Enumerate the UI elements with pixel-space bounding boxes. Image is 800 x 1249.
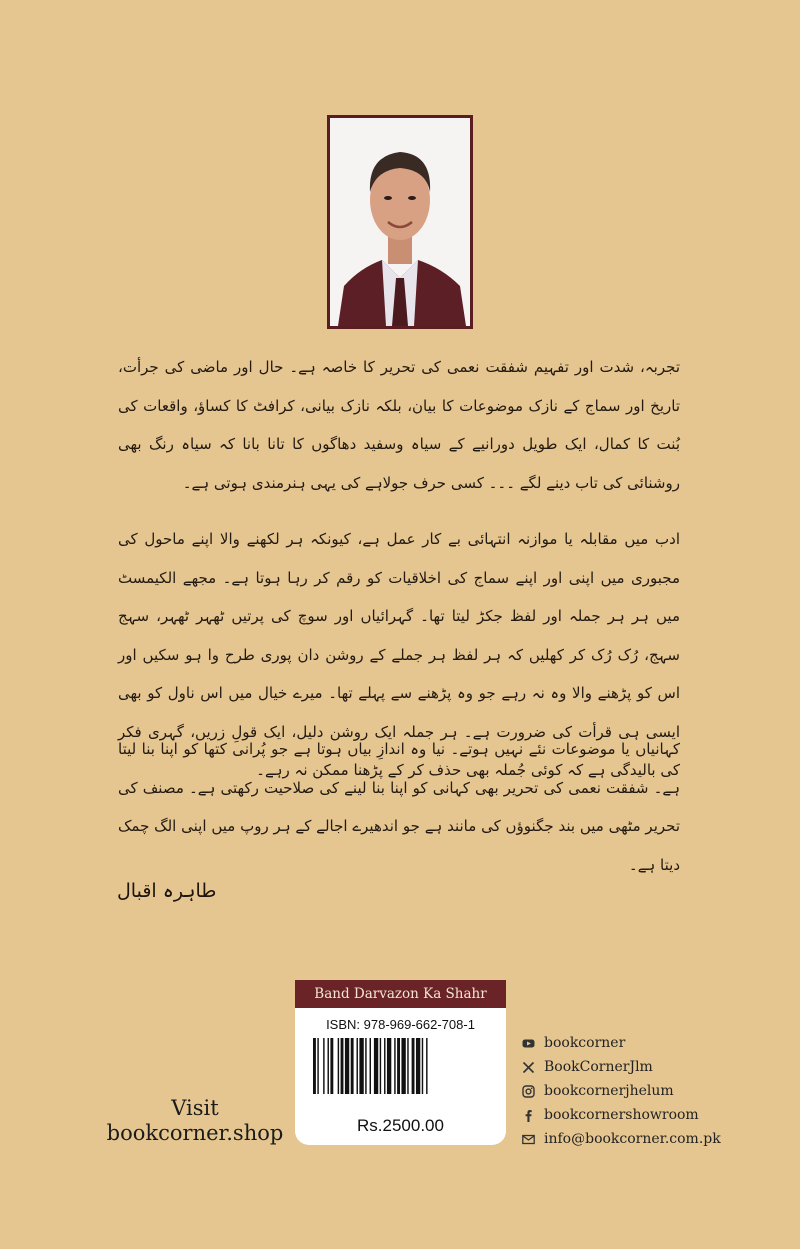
barcode-bar bbox=[407, 1038, 408, 1094]
barcode-bar bbox=[380, 1038, 381, 1094]
reviewer-signature: طاہرہ اقبال bbox=[117, 880, 217, 902]
barcode-card bbox=[295, 980, 506, 1145]
barcode-bar bbox=[323, 1038, 324, 1094]
review-paragraph-2-text: ادب میں مقابلہ یا موازنہ انتہائی بے کار عمل ہے، کیونکہ ہر لکھنے والا اپنے ماحول کی مجبوری میں اپنی اور اپنے سماج کی اخلاقیات کو رقم کر رہا ہوتا ہے۔ مجھے الکیمسٹ میں ہر ہر جملہ اور لفظ جکڑ لیتا تھا۔ گہرائیاں اور سوچ کی پرتیں ٹھہر ٹھہر، سہج سہج، رُک رُک کر کھلیں کہ ہر لفظ ہر جملے کے روشن دان پوری طرح وا ہو سکیں اور اس کو پڑھنے والا وہ نہ رہے جو وہ پڑھنے سے پہلے تھا۔ میرے خیال میں اس ناول کو بھی ایسی ہی قرأت کی ضرورت ہے۔ ہر جملہ ایک روشن دلیل، ایک قولِ زریں، گہری فکر کی بالیدگی ہے کہ کوئی جُملہ بھی حذف کر کے پڑھنا ممکن نہ رہے۔ bbox=[118, 530, 680, 779]
review-paragraph-3 bbox=[118, 730, 680, 884]
barcode-bar bbox=[397, 1038, 400, 1094]
barcode-bar bbox=[401, 1038, 405, 1094]
barcode-bar bbox=[345, 1038, 349, 1094]
barcode-icon bbox=[312, 1038, 489, 1094]
social-label-youtube: bookcorner bbox=[544, 1035, 626, 1051]
barcode-bar bbox=[387, 1038, 391, 1094]
barcode-bar bbox=[426, 1038, 427, 1094]
social-label-x: BookCornerJlm bbox=[544, 1059, 653, 1075]
barcode-bar bbox=[412, 1038, 415, 1094]
barcode-bar bbox=[394, 1038, 395, 1094]
author-portrait-icon bbox=[330, 118, 470, 326]
social-item-facebook[interactable] bbox=[522, 1103, 792, 1127]
social-item-instagram[interactable] bbox=[522, 1079, 792, 1103]
isbn-text: ISBN: 978-969-662-708-1 bbox=[326, 1017, 475, 1032]
author-portrait bbox=[327, 115, 473, 329]
barcode-bar bbox=[359, 1038, 363, 1094]
social-item-youtube[interactable] bbox=[522, 1031, 792, 1055]
instagram-icon bbox=[522, 1085, 535, 1098]
website-link[interactable]: bookcorner.shop bbox=[106, 1121, 284, 1145]
barcode-bar bbox=[374, 1038, 378, 1094]
barcode-bar bbox=[351, 1038, 354, 1094]
price-text: Rs.2500.00 bbox=[357, 1116, 444, 1135]
barcode-bar bbox=[341, 1038, 344, 1094]
social-item-x[interactable] bbox=[522, 1055, 792, 1079]
email-icon bbox=[522, 1133, 535, 1146]
visit-website[interactable] bbox=[100, 1096, 290, 1146]
barcode-bar bbox=[317, 1038, 318, 1094]
barcode-bar bbox=[384, 1038, 385, 1094]
barcode-bar bbox=[328, 1038, 329, 1094]
social-label-instagram: bookcornerjhelum bbox=[544, 1083, 674, 1099]
barcode-bar bbox=[365, 1038, 366, 1094]
barcode-bar bbox=[357, 1038, 358, 1094]
book-title-label: Band Darvazon Ka Shahr bbox=[295, 980, 506, 1008]
facebook-icon bbox=[522, 1109, 535, 1122]
review-paragraph-3-text: کہانیاں یا موضوعات نئے نہیں ہوتے۔ نیا وہ اندازِ بیاں ہوتا ہے جو پُرانی کتھا کو اپنا بنا لیتا ہے۔ شفقت نعمی کی تحریر بھی کہانی کو اپنا بنا لینے کی صلاحیت رکھتی ہے۔ مصنف کی تحریر مٹھی میں بند جگنوؤں کی مانند ہے جو اندھیرے اجالے کے ہر روپ میں اپنی الگ چمک دیتا ہے۔ bbox=[118, 740, 680, 874]
social-item-email[interactable] bbox=[522, 1127, 792, 1151]
review-paragraph-1-text: تجربہ، شدت اور تفہیم شفقت نعمی کی تحریر کا خاصہ ہے۔ حال اور ماضی کی جرأت، تاریخ اور سماج کے نازک موضوعات کا بیان، بلکہ نازک بیانی، کرافٹ کا کساؤ، واقعات کی بُنت کا کمال، ایک طویل دورانیے کے سیاہ وسفید دھاگوں کا تانا بانا کہ سیاہ رنگ بھی روشنائی کی تاب دینے لگے ۔۔۔ کسی حرف جولاہے کی یہی ہنرمندی ہوتی ہے۔ bbox=[118, 358, 680, 492]
barcode-bar bbox=[338, 1038, 339, 1094]
barcode-bar bbox=[330, 1038, 333, 1094]
x-icon bbox=[522, 1061, 535, 1074]
barcode-bar bbox=[313, 1038, 316, 1094]
social-label-facebook: bookcornershowroom bbox=[544, 1107, 699, 1123]
youtube-icon bbox=[522, 1037, 535, 1050]
barcode-bar bbox=[422, 1038, 423, 1094]
barcode-bar bbox=[416, 1038, 420, 1094]
social-label-email: info@bookcorner.com.pk bbox=[544, 1131, 721, 1147]
visit-label: Visit bbox=[171, 1096, 219, 1120]
review-paragraph-1 bbox=[118, 348, 680, 502]
barcode-bar bbox=[370, 1038, 371, 1094]
social-links bbox=[522, 1031, 792, 1151]
